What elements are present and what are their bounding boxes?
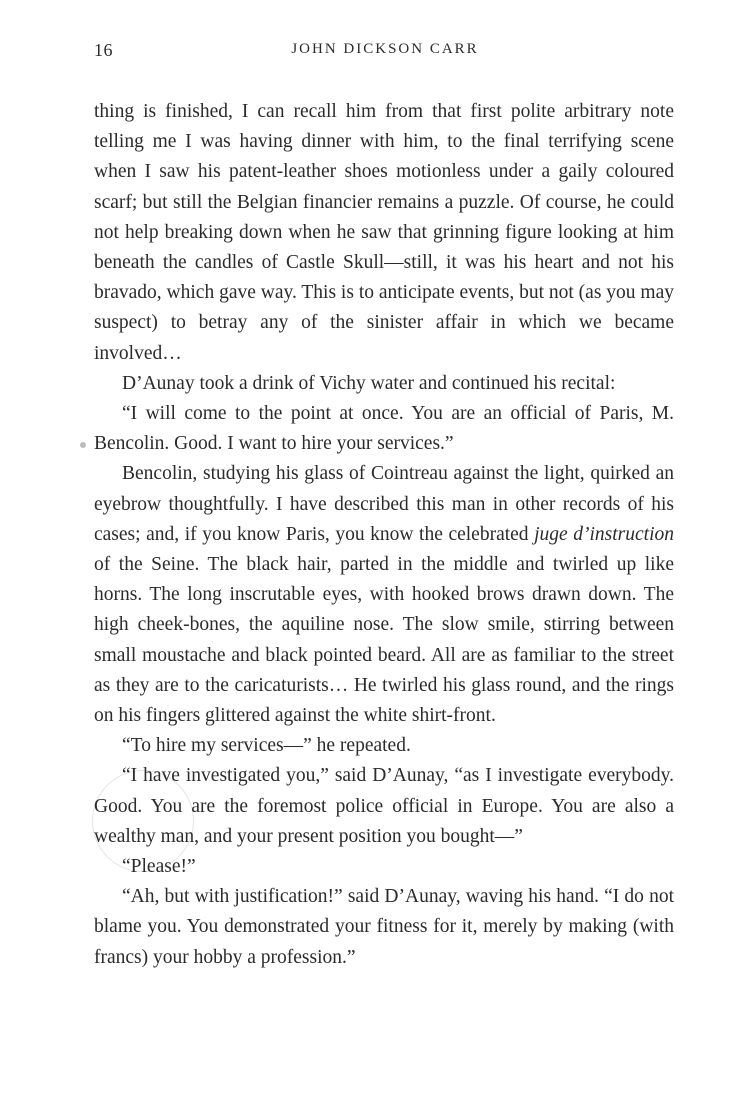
margin-mark — [80, 442, 86, 448]
paragraph-4 — [94, 459, 674, 731]
paragraph-4-text-b: of the Seine. The black hair, parted in the middle and twirled up like horns. The long inscrutable eyes, with hooked brows drawn down. The high cheek-bones, the aquiline nose. The slow smile, stirring between small moustache and black pointed beard. All are as familiar to the street as they are to the caricaturists… He twirled his glass round, and the rings on his fingers glittered against the white shirt-front. — [94, 554, 674, 727]
paragraph-4-text-a: Bencolin, studying his glass of Cointreau against the light, quirked an eyebrow thoughtfully. I have described this man in other records of his cases; and, if you know Paris, you know the celebrated — [94, 463, 674, 545]
paragraph-4-italic: juge d’instruction — [534, 523, 674, 545]
page-number: 16 — [94, 40, 113, 60]
paragraph-2: D’Aunay took a drink of Vichy water and continued his recital: — [122, 372, 616, 394]
paragraph-6: “I have investigated you,” said D’Aunay, “as I investigate everybody. Good. You are the foremost police official in Europe. You are also a wealthy man, and your present position you bought—” — [94, 765, 674, 847]
paragraph-5: “To hire my services—” he repeated. — [122, 735, 411, 757]
running-head: JOHN DICKSON CARR — [291, 41, 479, 57]
paragraph-1: thing is finished, I can recall him from that first polite arbitrary note telling me I was having dinner with him, to the final terrifying scene when I saw his patent-leather shoes motionless under a gaily coloured scarf; but still the Belgian financier remains a puzzle. Of course, he could not help breaking down when he saw that grinning figure looking at him beneath the candles of Castle Skull—still, it was his heart and not his bravado, which gave way. This is to anticipate events, but not (as you may suspect) to betray any of the sinister affair in which we became involved… — [94, 101, 674, 364]
body-text — [94, 97, 674, 973]
paragraph-7: “Please!” — [122, 856, 196, 878]
paragraph-8: “Ah, but with justification!” said D’Aunay, waving his hand. “I do not blame you. You demonstrated your fitness for it, merely by making (with francs) your hobby a profession.” — [94, 886, 674, 968]
paragraph-3: “I will come to the point at once. You are an official of Paris, M. Bencolin. Good. I want to hire your services.” — [94, 403, 674, 455]
